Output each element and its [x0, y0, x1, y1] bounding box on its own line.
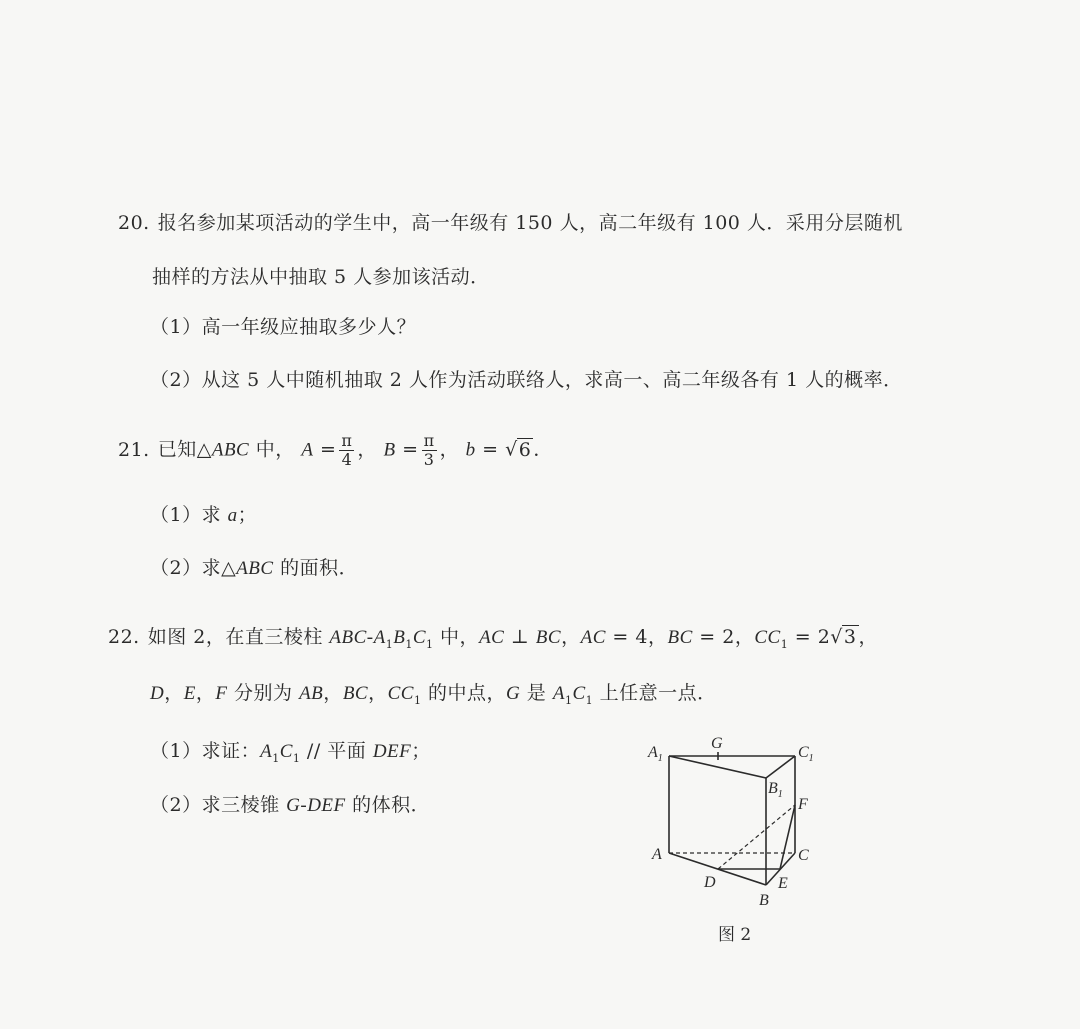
q22-l1e: 中， [433, 626, 480, 648]
edge-b1c1 [766, 756, 795, 778]
q21-eq-a: = [313, 438, 337, 461]
q22-sub2a: （2）求三棱锥 [150, 794, 287, 816]
q21-angle-b: B [383, 439, 396, 461]
q21-number: 21. [118, 438, 150, 461]
q20-number: 20. [118, 212, 150, 234]
q22-l1b: ABC-A [329, 627, 386, 648]
q22-sub-a1b: 1 [564, 693, 573, 707]
q22-l2g: AB [299, 683, 324, 704]
q22-sub-cc1: 1 [780, 637, 789, 651]
q21-line1: 21. 已知△ABC 中， A = $\frac{\pi}{4}$ ， B = $\frac{\pi}{3}$ ， b = √6 ． [118, 431, 553, 469]
q22-l2i: BC [342, 683, 369, 704]
q20-text1: 报名参加某项活动的学生中，高一年级有 150 人，高二年级有 100 人．采用分层随机 [157, 212, 903, 234]
q20-line1 [118, 208, 903, 235]
q22-l1c: B [393, 627, 406, 648]
q21-eq-b: = [395, 438, 419, 461]
q21-sub2-end: 的面积． [273, 557, 359, 579]
q21-sub1-var: a [227, 505, 238, 526]
q21-eq-side: = [475, 438, 506, 461]
q22-sub1 [150, 736, 431, 765]
q22-line1: 22. 如图 2，在直三棱柱 ABC-$A_1B_1C_1$ 中，AC ⊥ BC，AC = 4，BC = 2，$CC_1 = 2√3$ ， [108, 626, 879, 651]
figure-caption: 图 2 [718, 925, 752, 945]
q22-l2m: G [506, 683, 521, 704]
q22-l2j: ， [368, 682, 388, 704]
q21-mid: 中， [249, 438, 295, 461]
q22-l2f: 分别为 [227, 682, 300, 704]
q22-sub2 [150, 790, 430, 817]
q21-sub1 [150, 500, 257, 527]
q21-sub2 [150, 553, 358, 580]
label-c: C [798, 847, 809, 864]
q22-l2n: 是 [520, 682, 553, 704]
label-e: E [778, 875, 788, 892]
q22-l2d: ， [195, 682, 216, 704]
label-a: A [652, 846, 662, 863]
q22-sub-cc1b: 1 [413, 693, 422, 707]
q22-l1d: C [412, 627, 427, 648]
q22-l2p: C [572, 683, 586, 704]
q22-sub-b1: 1 [405, 637, 413, 651]
q22-sub1b: A [260, 741, 273, 762]
q22-sub2c: 的体积． [345, 794, 431, 816]
q22-l1n: CC [754, 627, 781, 648]
q21-prefix: 已知△ [157, 438, 212, 461]
q22-sub1c: C [279, 741, 293, 762]
q22-sub1-sub-c: 1 [292, 751, 301, 765]
q22-l2l: 的中点， [421, 682, 507, 704]
edge-df-hidden [718, 805, 795, 869]
q22-sub-c1: 1 [426, 637, 434, 651]
q20-sub2: （2）从这 5 人中随机抽取 2 人作为活动联络人，求高一、高二年级各有 1 人的概率． [150, 369, 903, 391]
q22-sub1a: （1）求证： [150, 740, 261, 762]
label-b1: $B_1$ [768, 780, 783, 800]
q21-frac-pi3 [422, 432, 437, 469]
q22-sub-c1b: 1 [585, 693, 594, 707]
q22-l2q: 上任意一点． [593, 682, 717, 704]
q21-comma1: ， [357, 438, 377, 461]
q21-comma2: ， [439, 438, 460, 461]
q22-l1m: = 2， [692, 626, 755, 648]
q22-l1i: ， [561, 626, 581, 648]
edge-ef [780, 805, 795, 869]
q22-sub2b: G-DEF [286, 795, 346, 816]
q21-sub2-pre: （2）求△ [150, 557, 237, 579]
q21-frac-pi4 [339, 432, 354, 469]
q21-side-b: b [465, 439, 476, 461]
q22-l2b: ， [164, 682, 184, 704]
q22-l1o: = 2 [788, 626, 831, 648]
q21-sub1-end: ； [237, 504, 258, 526]
q22-l2h: ， [323, 682, 343, 704]
q22-l1h: BC [535, 627, 562, 648]
q22-l2k: CC [387, 683, 414, 704]
q22-l2c: E [183, 683, 196, 704]
q22-sub1-sub-a: 1 [272, 751, 280, 765]
q22-sub1e: DEF [372, 741, 412, 762]
q21-four: 4 [341, 450, 353, 469]
label-f: F [798, 796, 808, 813]
q22-l2o: A [552, 683, 565, 704]
q22-l2a: D [150, 683, 165, 704]
q21-sub1-pre: （1）求 [150, 504, 228, 526]
q22-sub-a1: 1 [385, 637, 394, 651]
q22-l1g: ⊥ [504, 626, 536, 648]
q22-sqrt3: 3 [843, 626, 857, 648]
q21-dot: ． [533, 438, 553, 461]
q22-line2 [150, 678, 717, 707]
prism-figure [640, 735, 830, 915]
label-g: G [711, 735, 723, 752]
q21-pi-b: π [423, 431, 435, 450]
q22-l2e: F [215, 683, 228, 704]
q21-angle-a: A [301, 439, 314, 461]
q22-number: 22. [108, 626, 140, 648]
q22-l1f: AC [479, 627, 505, 648]
q22-l1l: BC [667, 627, 693, 648]
label-b: B [759, 892, 769, 909]
q21-pi-a: π [341, 431, 353, 450]
q21-sub2-tri: ABC [236, 558, 274, 579]
q20-line2: 抽样的方法从中抽取 5 人参加该活动． [152, 266, 490, 288]
q21-triangle: ABC [211, 439, 250, 461]
q22-l1j: AC [580, 627, 606, 648]
q22-l1a: 如图 2，在直三棱柱 [147, 626, 330, 648]
q20-sub1: （1）高一年级应抽取多少人？ [150, 316, 417, 338]
q21-sqrt6: 6 [518, 438, 532, 461]
q21-three: 3 [423, 450, 435, 469]
q22-l1q: ， [858, 626, 879, 648]
q22-sub1f: ； [411, 740, 431, 762]
q22-l1k: = 4， [605, 626, 668, 648]
label-d: D [704, 874, 716, 891]
q22-sub1d: // 平面 [300, 740, 373, 762]
label-c1: $C_1$ [798, 744, 814, 764]
label-a1: $A_1$ [648, 744, 663, 764]
